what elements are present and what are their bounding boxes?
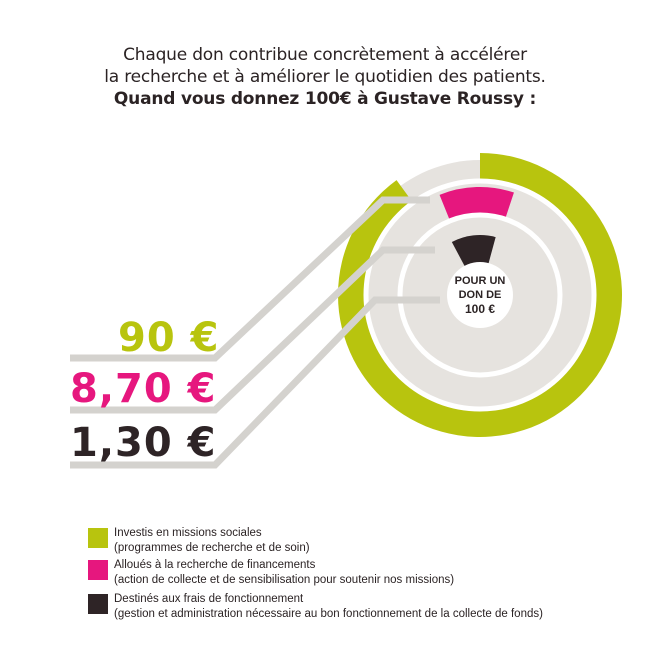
center-label-line-1: POUR UN [454,275,506,287]
legend-detail: (programmes de recherche et de soin) [114,542,310,554]
center-label-line-2: DON DE [458,289,502,301]
legend-swatch-green [88,528,108,548]
headline-line-1: Chaque don contribue concrètement à accélérer [123,45,527,65]
amount-8-70: 8,70 € [70,366,217,412]
amount-1-30: 1,30 € [70,420,217,466]
legend-title: Investis en missions sociales [114,527,262,539]
legend-swatch-dark [88,594,108,614]
headline-line-3: Quand vous donnez 100€ à Gustave Roussy : [113,89,537,109]
legend-detail: (action de collecte et de sensibilisation pour soutenir nos missions) [114,574,455,586]
legend-detail: (gestion et administration nécessaire au bon fonctionnement de la collecte de fonds) [114,608,543,620]
legend-swatch-pink [88,560,108,580]
headline-line-2: la recherche et à améliorer le quotidien des patients. [104,67,546,87]
legend-title: Destinés aux frais de fonctionnement [114,593,304,605]
center-label-line-3: 100 € [464,302,496,316]
legend-title: Alloués à la recherche de financements [114,559,316,571]
amount-90: 90 € [118,315,220,361]
